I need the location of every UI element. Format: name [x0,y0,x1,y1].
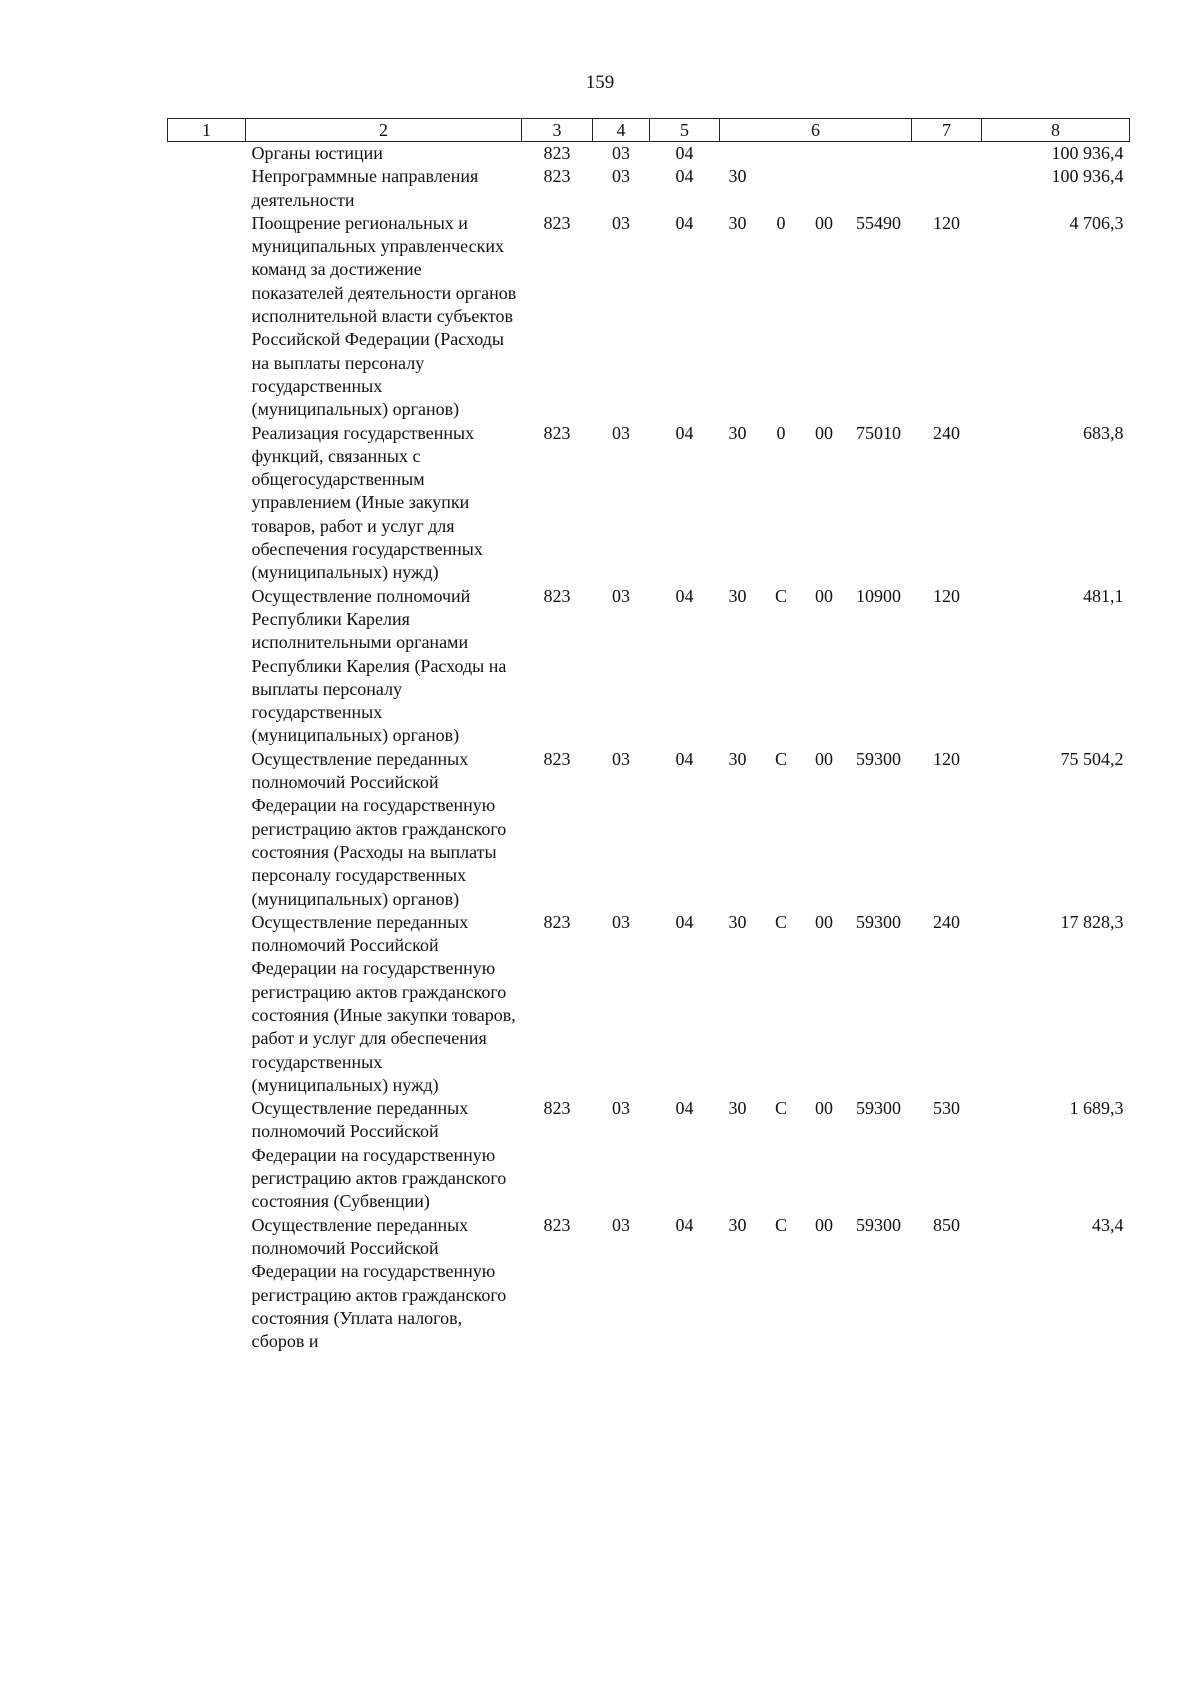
table-row [168,165,1130,212]
cell-target-direction: 10900 [856,585,901,606]
cell-amount: 481,1 [1083,585,1124,606]
cell-col1 [168,142,246,166]
cell-amount: 683,8 [1083,422,1124,443]
cell-target-program: 30 [728,212,747,233]
cell-ministry: 823 [543,422,571,443]
budget-table [167,118,1130,1353]
header-row [168,119,1130,142]
cell-target-program: 30 [728,1214,747,1235]
cell-amount: 4 706,3 [1069,212,1124,233]
cell-ministry: 823 [543,1214,571,1235]
cell-target-direction [846,142,912,166]
cell-subsection: 04 [675,212,694,233]
cell-amount: 75 504,2 [1060,748,1124,769]
cell-target-subprogram: 0 [776,212,786,233]
cell-amount: 1 689,3 [1069,1098,1124,1119]
cell-name: Поощрение региональных и муниципальных управленческих команд за достижение показателей деятельности органов исполнительной власти субъектов Российской Федерации (Расходы на выплаты персоналу государственных (муниципальных) органов) [251,212,517,420]
cell-expense-type: 120 [933,585,960,606]
cell-subsection: 04 [675,1214,694,1235]
cell-target-program: 30 [728,911,747,932]
cell-col1 [168,748,246,911]
cell-section: 03 [612,143,630,163]
cell-expense-type: 120 [933,212,960,233]
header-col-4: 4 [593,119,650,142]
cell-name: Осуществление полномочий Республики Карелия исполнительными органами Республики Карелия (Расходы на выплаты персоналу государственных (муниципальных) органов) [251,585,507,746]
cell-target-subprogram: С [774,1098,787,1119]
cell-subsection: 04 [675,143,694,163]
cell-target-event [803,165,846,212]
table-row [168,585,1130,748]
cell-target-direction: 75010 [856,422,901,443]
cell-subsection: 04 [675,422,694,443]
table-row [168,911,1130,1097]
header-col-6: 6 [720,119,912,142]
cell-target-subprogram [760,165,803,212]
table-row [168,422,1130,585]
cell-target-program: 30 [728,585,747,606]
cell-target-event: 00 [815,1098,833,1119]
cell-subsection: 04 [675,748,694,769]
cell-ministry: 823 [543,748,571,769]
cell-expense-type [912,165,982,212]
header-col-3: 3 [522,119,593,142]
cell-amount: 100 936,4 [1051,143,1124,163]
cell-ministry: 823 [543,1098,571,1119]
cell-section: 03 [612,911,630,932]
cell-target-event [803,142,846,166]
cell-ministry: 823 [543,143,571,163]
cell-section: 03 [612,1214,630,1235]
cell-target-direction [846,165,912,212]
cell-expense-type: 850 [933,1214,960,1235]
cell-col1 [168,212,246,422]
cell-target-subprogram: С [774,585,787,606]
cell-col1 [168,911,246,1097]
table-row [168,1097,1130,1213]
cell-subsection: 04 [675,166,694,187]
cell-target-program [720,142,760,166]
cell-target-direction: 55490 [856,212,901,233]
cell-col1 [168,422,246,585]
cell-expense-type: 530 [933,1098,960,1119]
cell-target-event: 00 [815,748,833,769]
cell-expense-type: 240 [933,422,960,443]
cell-section: 03 [612,212,630,233]
cell-target-event: 00 [815,1214,833,1235]
header-col-1: 1 [168,119,246,142]
cell-subsection: 04 [675,585,694,606]
cell-section: 03 [612,422,630,443]
cell-col1 [168,1097,246,1213]
cell-amount: 100 936,4 [1051,166,1124,187]
page-number: 159 [585,72,615,93]
table-body [168,142,1130,1354]
header-col-2: 2 [246,119,522,142]
cell-ministry: 823 [543,911,571,932]
cell-section: 03 [612,1098,630,1119]
cell-target-event: 00 [815,585,833,606]
cell-target-program: 30 [728,1098,747,1119]
cell-ministry: 823 [543,212,571,233]
cell-col1 [168,585,246,748]
table-row [168,142,1130,166]
cell-expense-type: 240 [933,911,960,932]
cell-subsection: 04 [675,911,694,932]
cell-target-program: 30 [728,748,747,769]
table-row [168,212,1130,422]
cell-section: 03 [612,748,630,769]
header-col-8: 8 [982,119,1130,142]
cell-target-subprogram: С [774,911,787,932]
cell-name: Осуществление переданных полномочий Российской Федерации на государственную регистрацию актов гражданского состояния (Расходы на выплаты персоналу государственных (муниципальных) органов) [251,748,507,909]
cell-col1 [168,165,246,212]
cell-subsection: 04 [675,1098,694,1119]
cell-name: Органы юстиции [251,143,383,163]
table-header [168,119,1130,142]
cell-target-program: 30 [728,166,747,187]
cell-target-event: 00 [815,212,833,233]
table-row [168,1214,1130,1354]
cell-name: Реализация государственных функций, связанных с общегосударственным управлением (Иные закупки товаров, работ и услуг для обеспечения государственных (муниципальных) нужд) [251,422,483,583]
cell-target-subprogram: С [774,748,787,769]
cell-col1 [168,1214,246,1354]
cell-target-subprogram [760,142,803,166]
cell-target-event: 00 [815,422,833,443]
cell-target-direction: 59300 [856,748,901,769]
cell-target-subprogram: С [774,1214,787,1235]
cell-target-subprogram: 0 [776,422,786,443]
cell-target-event: 00 [815,911,833,932]
cell-name: Непрограммные направления деятельности [251,166,479,210]
table-row [168,748,1130,911]
cell-section: 03 [612,166,630,187]
cell-section: 03 [612,585,630,606]
cell-target-direction: 59300 [856,1214,901,1235]
cell-ministry: 823 [543,585,571,606]
cell-amount: 43,4 [1092,1214,1124,1235]
cell-name: Осуществление переданных полномочий Российской Федерации на государственную регистрацию актов гражданского состояния (Уплата налогов, сборов и [251,1214,507,1352]
cell-name: Осуществление переданных полномочий Российской Федерации на государственную регистрацию актов гражданского состояния (Субвенции) [251,1098,507,1212]
cell-name: Осуществление переданных полномочий Российской Федерации на государственную регистрацию актов гражданского состояния (Иные закупки товаров, работ и услуг для обеспечения государственных (муниципальных) нужд) [251,911,516,1095]
cell-amount: 17 828,3 [1060,911,1124,932]
cell-target-program: 30 [728,422,747,443]
header-col-7: 7 [912,119,982,142]
cell-target-direction: 59300 [856,911,901,932]
header-col-5: 5 [650,119,720,142]
cell-ministry: 823 [543,166,571,187]
cell-expense-type: 120 [933,748,960,769]
cell-expense-type [912,142,982,166]
cell-target-direction: 59300 [856,1098,901,1119]
